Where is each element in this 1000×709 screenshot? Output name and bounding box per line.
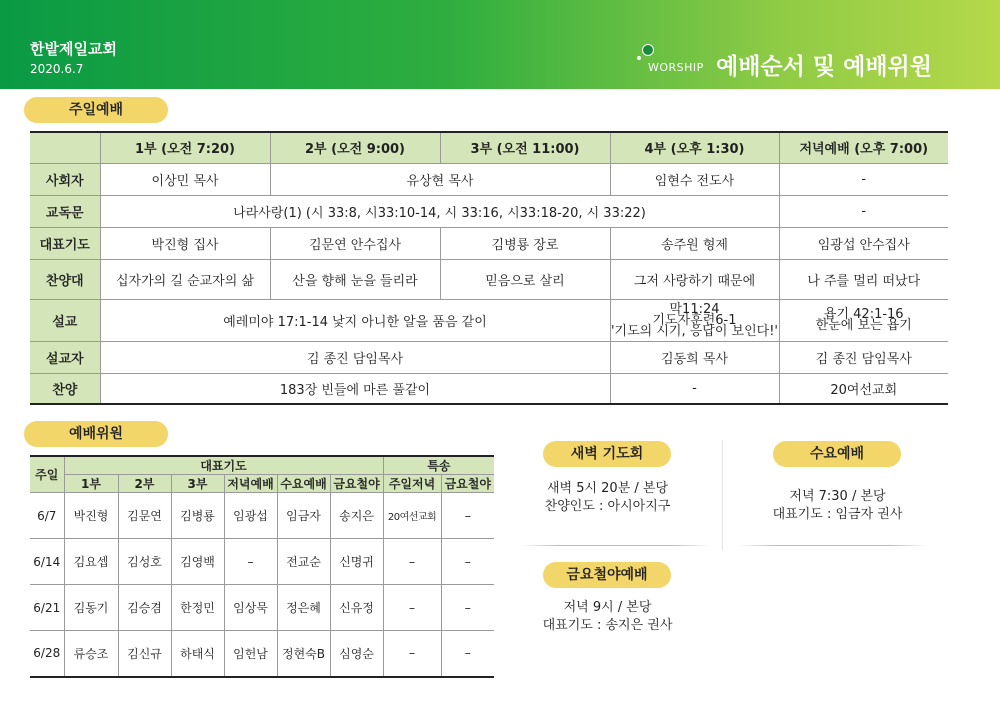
small-dot-icon <box>637 56 641 60</box>
table-cell: 김성호 <box>118 539 171 585</box>
row-label: 교독문 <box>30 195 100 227</box>
week-cell: 6/7 <box>30 493 64 539</box>
table-cell: 김동희 목사 <box>610 341 779 373</box>
table-row <box>30 539 494 585</box>
friday-time: 저녁 9시 / 본당 <box>563 600 652 615</box>
column-header: 1부 <box>64 475 118 493</box>
column-header: 주일 <box>30 456 64 493</box>
table-cell: 신유정 <box>330 585 383 631</box>
table-cell: 임광섭 <box>224 493 277 539</box>
committee-section-label: 예배위원 <box>24 421 168 447</box>
table-cell: – <box>441 585 494 631</box>
column-header: 금요철야 <box>441 475 494 493</box>
corner-cell <box>30 132 100 163</box>
table-cell: 김 종진 담임목사 <box>779 341 948 373</box>
table-cell: 나 주를 멀리 떠났다 <box>779 259 948 299</box>
table-cell: – <box>441 493 494 539</box>
sunday-order-table <box>30 131 948 405</box>
row-label: 대표기도 <box>30 227 100 259</box>
table-cell: 김병룡 장로 <box>440 227 610 259</box>
week-cell: 6/28 <box>30 631 64 677</box>
dawn-leader: 찬양인도 : 아시아지구 <box>544 499 671 514</box>
row-label: 설교자 <box>30 341 100 373</box>
week-cell: 6/21 <box>30 585 64 631</box>
row-label: 찬양대 <box>30 259 100 299</box>
divider <box>520 545 710 546</box>
sermon-text-line: 욥기 42:1-16 <box>823 307 904 322</box>
table-cell: 심영순 <box>330 631 383 677</box>
column-header: 수요예배 <box>277 475 330 493</box>
sermon-text-line: 기도자훈련6-1 <box>652 312 737 328</box>
table-cell: 정은혜 <box>277 585 330 631</box>
reading-row <box>30 195 948 227</box>
table-cell: 정현숙B <box>277 631 330 677</box>
page-title: 예배순서 및 예배위원 <box>716 54 932 80</box>
friday-prayer: 대표기도 : 송지은 권사 <box>542 618 673 633</box>
table-cell: 신명귀 <box>330 539 383 585</box>
wednesday-service-info <box>750 488 925 524</box>
table-cell <box>610 299 779 341</box>
table-cell: 임금자 <box>277 493 330 539</box>
dot-icon <box>642 44 654 56</box>
table-cell: 김요셉 <box>64 539 118 585</box>
table-cell: 20여선교회 <box>779 373 948 404</box>
table-cell: 한정민 <box>171 585 224 631</box>
table-cell: 임현수 전도사 <box>610 163 779 195</box>
column-header: 금요철야 <box>330 475 383 493</box>
table-cell <box>779 299 948 341</box>
table-row <box>30 631 494 677</box>
table-row <box>30 585 494 631</box>
table-cell: 산을 향해 눈을 들리라 <box>270 259 440 299</box>
table-cell: – <box>383 539 441 585</box>
table-cell: – <box>441 539 494 585</box>
table-cell: 김병룡 <box>171 493 224 539</box>
sermon-text-line: 막11:24 <box>669 301 720 317</box>
table-header-row <box>30 132 948 163</box>
header-banner <box>0 0 1000 89</box>
friday-service-info <box>520 599 695 635</box>
row-label: 찬양 <box>30 373 100 404</box>
column-header: 저녁예배 (오후 7:00) <box>779 132 948 163</box>
table-cell: 류승조 <box>64 631 118 677</box>
column-header: 대표기도 <box>64 456 383 475</box>
table-cell: 임상묵 <box>224 585 277 631</box>
divider <box>738 545 928 546</box>
table-cell: 김문연 <box>118 493 171 539</box>
wednesday-prayer: 대표기도 : 임금자 권사 <box>772 507 903 522</box>
table-cell: 하태식 <box>171 631 224 677</box>
column-header: 3부 (오전 11:00) <box>440 132 610 163</box>
presider-row <box>30 163 948 195</box>
column-header: 2부 <box>118 475 171 493</box>
table-cell: – <box>224 539 277 585</box>
vertical-divider <box>722 440 723 550</box>
table-header-row <box>30 456 494 475</box>
preacher-row <box>30 341 948 373</box>
table-cell: 임광섭 안수집사 <box>779 227 948 259</box>
table-cell: 믿음으로 살리 <box>440 259 610 299</box>
sermon-text-line: '기도의 시기, 응답이 보인다!' <box>610 323 779 339</box>
worship-label: WORSHIP <box>648 61 704 74</box>
choir-row <box>30 259 948 299</box>
table-cell: 예레미야 17:1-14 낯지 아니한 알을 품음 같이 <box>100 299 610 341</box>
table-cell: 이상민 목사 <box>100 163 270 195</box>
table-cell: 나라사랑(1) (시 33:8, 시33:10-14, 시 33:16, 시33:18-20, 시 33:22) <box>100 195 779 227</box>
table-cell: – <box>441 631 494 677</box>
dawn-prayer-info <box>520 480 695 516</box>
table-cell: - <box>779 195 948 227</box>
hymn-row <box>30 373 948 404</box>
table-cell: 20여선교회 <box>383 493 441 539</box>
table-cell: - <box>779 163 948 195</box>
committee-table <box>30 455 494 678</box>
sermon-row <box>30 299 948 341</box>
bulletin-date: 2020.6.7 <box>30 62 84 76</box>
table-cell: 김문연 안수집사 <box>270 227 440 259</box>
column-header: 특송 <box>383 456 494 475</box>
column-header: 1부 (오전 7:20) <box>100 132 270 163</box>
table-cell: 김신규 <box>118 631 171 677</box>
table-cell: 유상현 목사 <box>270 163 610 195</box>
column-header: 2부 (오전 9:00) <box>270 132 440 163</box>
table-cell: 박진형 집사 <box>100 227 270 259</box>
table-cell: – <box>383 631 441 677</box>
table-subheader-row <box>30 475 494 493</box>
table-cell: 그저 사랑하기 때문에 <box>610 259 779 299</box>
table-cell: – <box>383 585 441 631</box>
table-cell: 김영백 <box>171 539 224 585</box>
table-cell: 송지은 <box>330 493 383 539</box>
column-header: 3부 <box>171 475 224 493</box>
wednesday-time: 저녁 7:30 / 본당 <box>789 489 886 504</box>
table-cell: 김승겸 <box>118 585 171 631</box>
table-cell: - <box>610 373 779 404</box>
row-label: 설교 <box>30 299 100 341</box>
table-cell: 송주원 형제 <box>610 227 779 259</box>
table-cell: 박진형 <box>64 493 118 539</box>
table-cell: 183장 빈들에 마른 풀같이 <box>100 373 610 404</box>
table-cell: 김 종진 담임목사 <box>100 341 610 373</box>
table-cell: 십자가의 길 순교자의 삶 <box>100 259 270 299</box>
column-header: 저녁예배 <box>224 475 277 493</box>
prayer-row <box>30 227 948 259</box>
dawn-prayer-label: 새벽 기도회 <box>543 441 671 467</box>
table-cell: 김동기 <box>64 585 118 631</box>
table-row <box>30 493 494 539</box>
table-cell: 전교순 <box>277 539 330 585</box>
row-label: 사회자 <box>30 163 100 195</box>
sunday-section-label: 주일예배 <box>24 97 168 123</box>
table-cell: 임헌남 <box>224 631 277 677</box>
wednesday-service-label: 수요예배 <box>773 441 901 467</box>
column-header: 4부 (오후 1:30) <box>610 132 779 163</box>
week-cell: 6/14 <box>30 539 64 585</box>
sermon-text-line: 한눈에 보는 욥기 <box>815 318 912 333</box>
dawn-time: 새벽 5시 20분 / 본당 <box>546 481 669 496</box>
column-header: 주일저녁 <box>383 475 441 493</box>
friday-service-label: 금요철야예배 <box>543 562 671 588</box>
church-name: 한밭제일교회 <box>30 40 117 58</box>
